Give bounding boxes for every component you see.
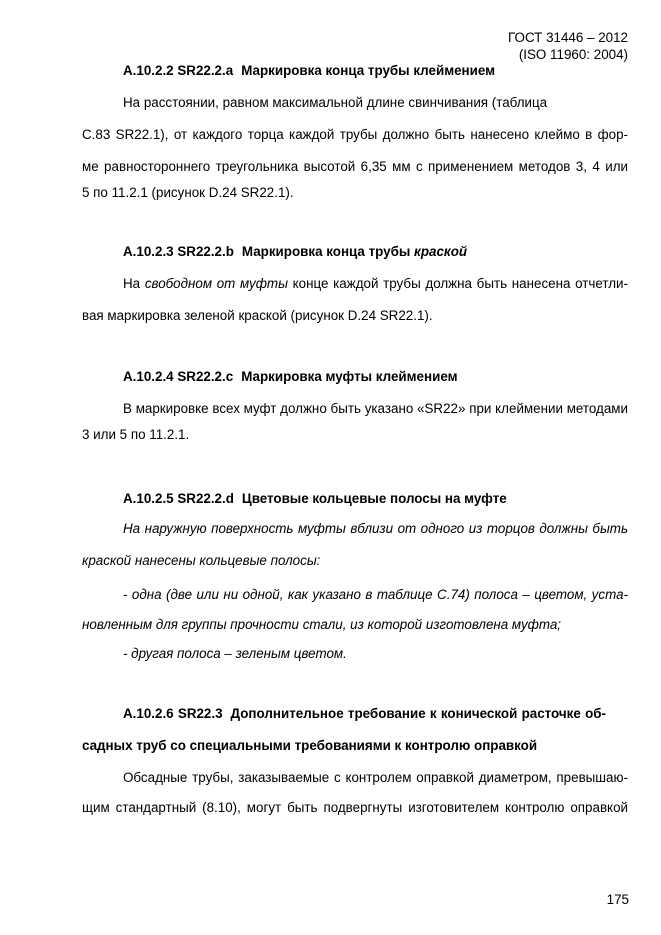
paragraph-line: - одна (две или ни одной, как указано в таблице С.74) полоса – цветом, уста- [123, 587, 628, 602]
section-number: А.10.2.5 SR22.2.d [123, 491, 234, 506]
paragraph-line: На расстоянии, равном максимальной длине свинчивания (таблица [123, 95, 548, 110]
section-title: Дополнительное требование к конической расточке об- [230, 706, 606, 721]
section-heading-a10-2-3 [123, 244, 467, 260]
section-title: Цветовые кольцевые полосы на муфте [241, 491, 507, 506]
paragraph-line: С.83 SR22.1), от каждого торца каждой трубы должно быть нанесено клеймо в фор- [82, 127, 628, 142]
section-heading-a10-2-2 [123, 63, 495, 79]
paragraph-line: щим стандартный (8.10), могут быть подвергнуты изготовителем контролю оправкой [82, 800, 628, 815]
paragraph-line: 5 по 11.2.1 (рисунок D.24 SR22.1). [82, 185, 294, 200]
text-run: На [123, 276, 145, 291]
paragraph-line: На наружную поверхность муфты вблизи от одного из торцов должны быть [123, 521, 628, 536]
paragraph-line: ме равностороннего треугольника высотой 6,35 мм с применением методов 3, 4 или [82, 159, 628, 174]
paragraph-line: новленным для группы прочности стали, из которой изготовлена муфта; [82, 617, 562, 632]
paragraph-line: вая маркировка зеленой краской (рисунок D.24 SR22.1). [82, 308, 433, 323]
section-title-continued: садных труб со специальными требованиями к контролю оправкой [82, 738, 538, 753]
paragraph-line: краской нанесены кольцевые полосы: [82, 553, 321, 568]
section-number: А.10.2.4 SR22.2.c [123, 369, 234, 384]
section-heading-a10-2-5 [123, 491, 507, 507]
section-heading-a10-2-6 [123, 706, 606, 722]
paragraph-line: В маркировке всех муфт должно быть указано «SR22» при клеймении методами [123, 401, 628, 416]
section-title: Маркировка конца трубы клеймением [241, 63, 496, 78]
section-title: Маркировка конца трубы [241, 244, 415, 259]
paragraph-line: Обсадные трубы, заказываемые с контролем оправкой диаметром, превышаю- [123, 770, 628, 785]
section-heading-a10-2-4 [123, 369, 458, 385]
header-iso: (ISO 11960: 2004) [518, 47, 628, 62]
text-run-italic: свободном от муфты [144, 276, 288, 291]
section-number: А.10.2.6 SR22.3 [123, 706, 223, 721]
paragraph-line [123, 276, 628, 292]
page-number: 175 [606, 892, 629, 907]
section-number: А.10.2.2 SR22.2.a [123, 63, 234, 78]
section-number: А.10.2.3 SR22.2.b [123, 244, 234, 259]
paragraph-line: - другая полоса – зеленым цветом. [123, 646, 347, 661]
header-standard: ГОСТ 31446 – 2012 [508, 30, 628, 45]
section-title-italic: краской [414, 244, 468, 259]
text-run: конце каждой трубы должна быть нанесена отчетли- [287, 276, 628, 291]
section-title: Маркировка муфты клеймением [241, 369, 458, 384]
paragraph-line: 3 или 5 по 11.2.1. [82, 427, 190, 442]
